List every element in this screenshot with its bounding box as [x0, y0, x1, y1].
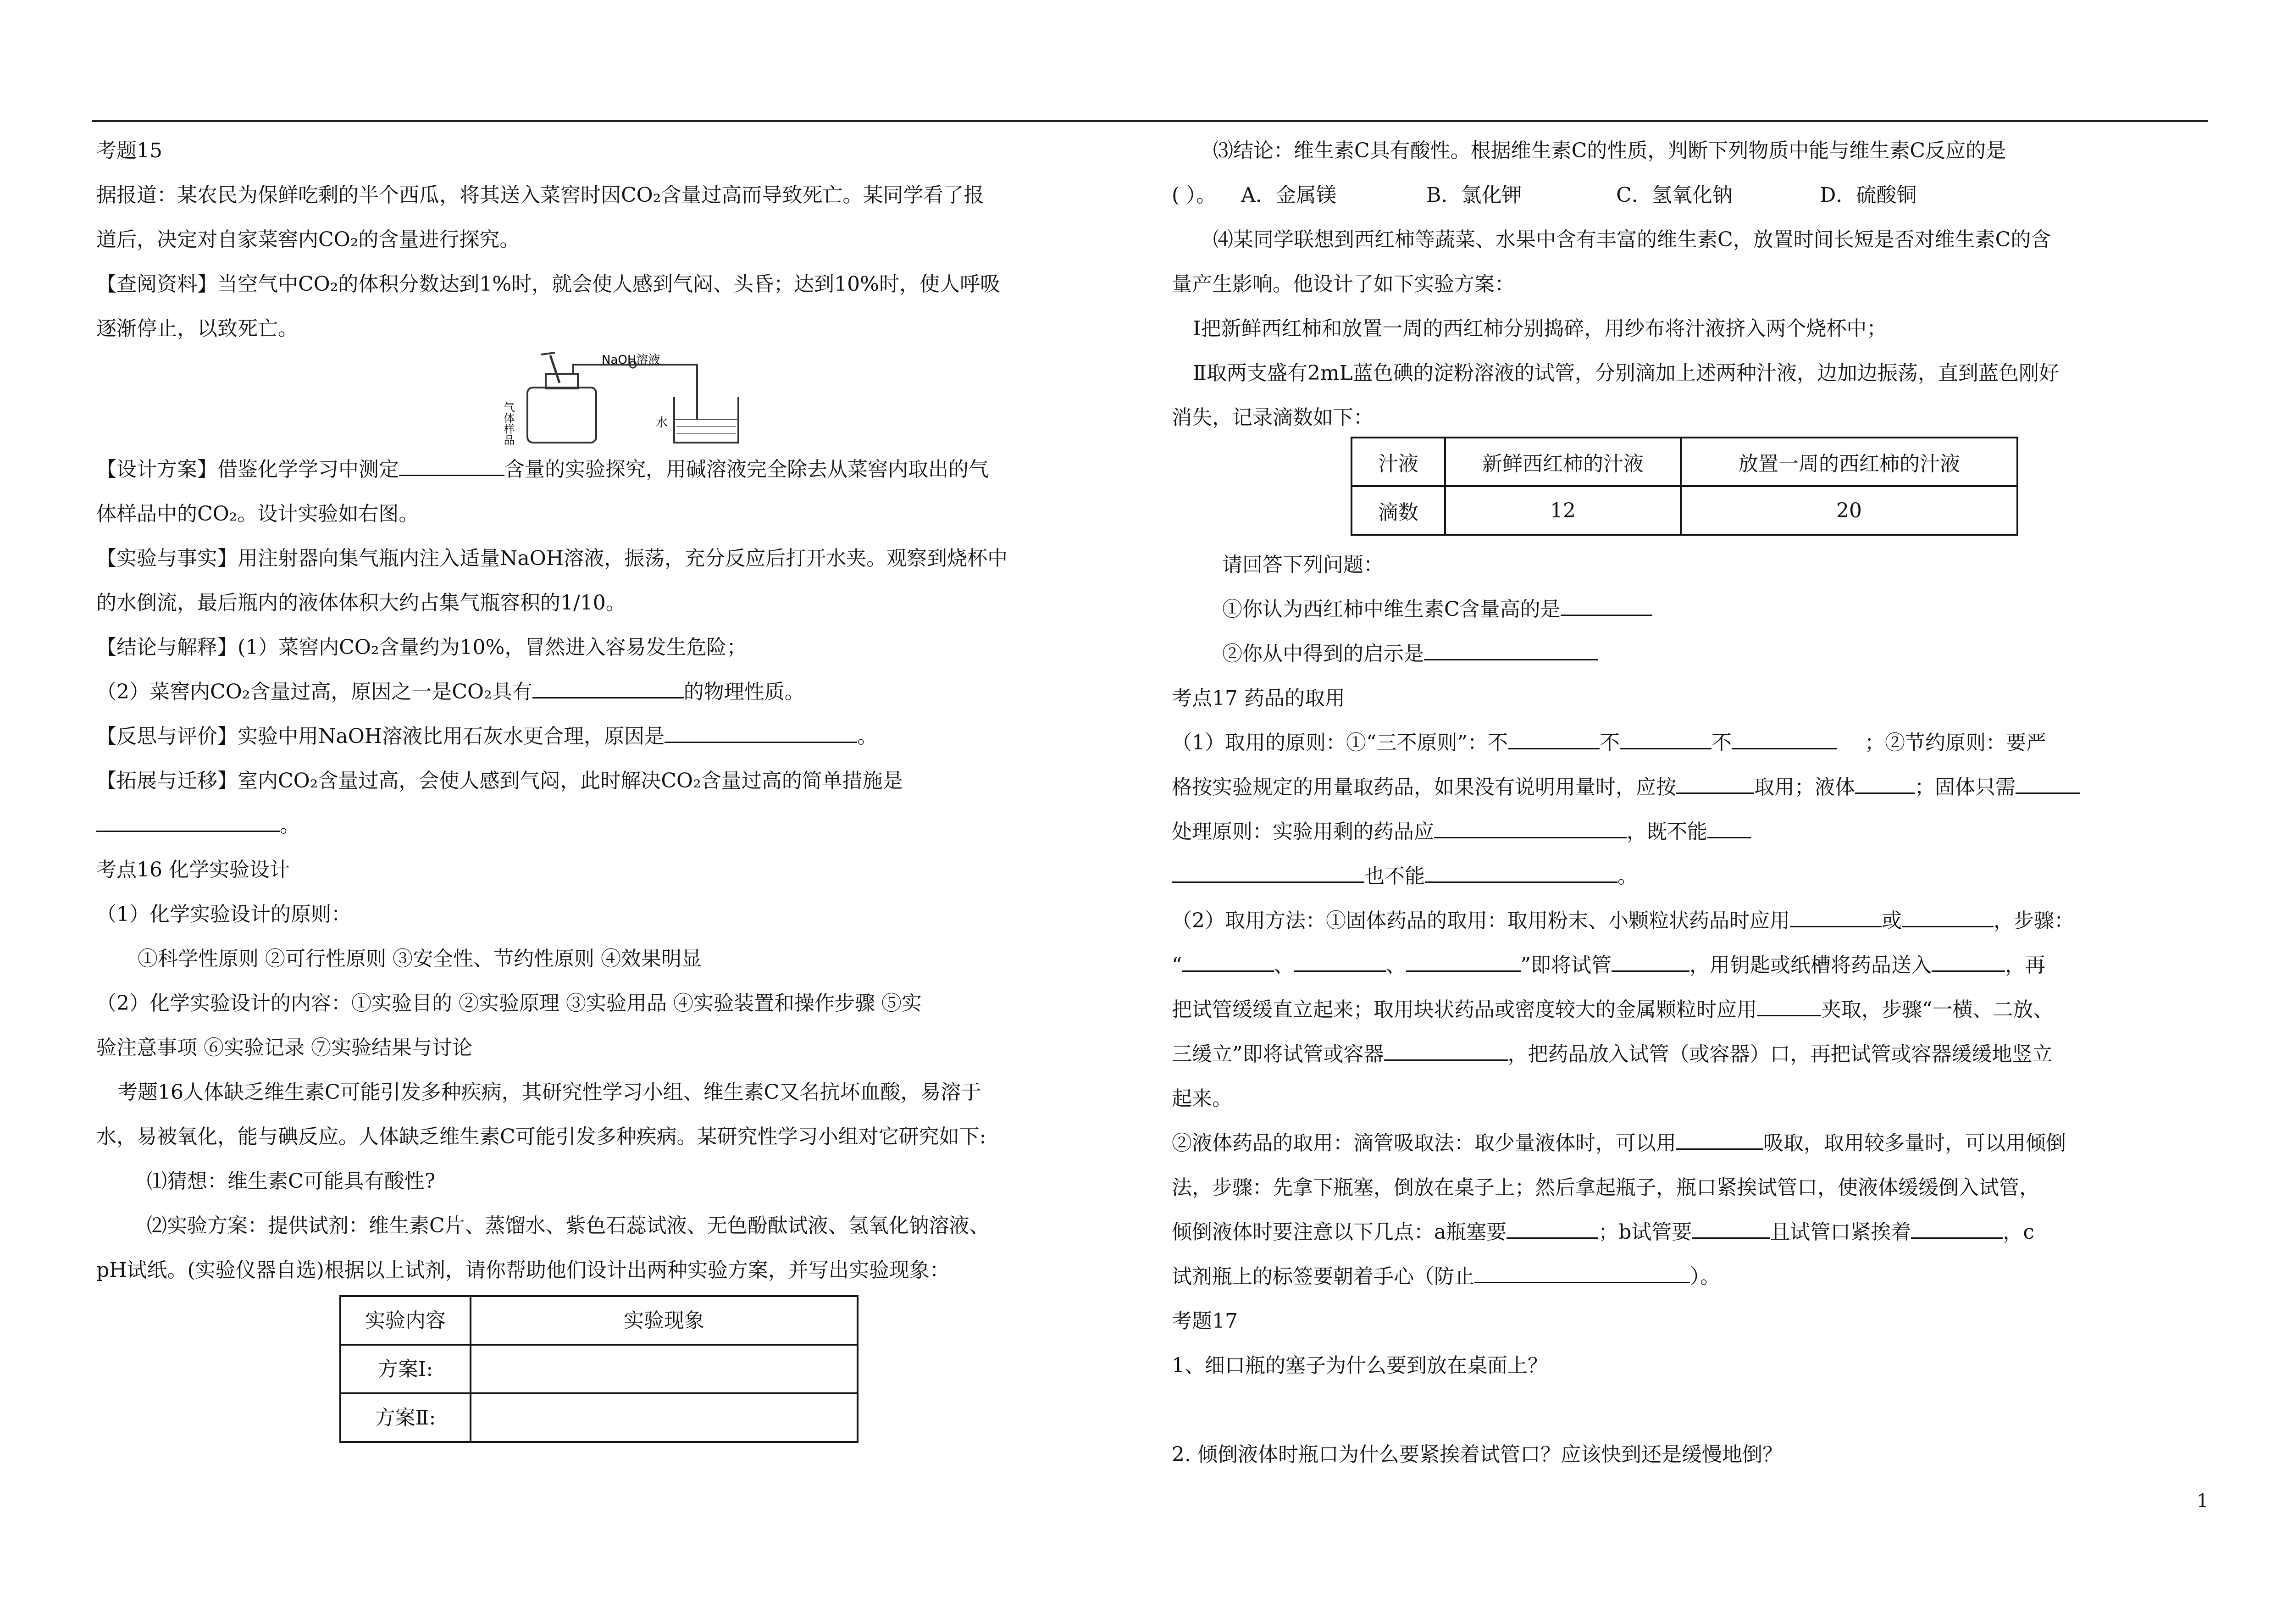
section-title-kd17: 考点17 药品的取用	[1172, 687, 1345, 710]
fill-blank[interactable]	[1855, 772, 1915, 794]
apparatus-diagram	[482, 351, 775, 447]
text-line: 法，步骤：先拿下瓶塞，倒放在桌子上；然后拿起瓶子，瓶口紧挨试管口，使液体缓缓倒入试管，	[1172, 1176, 2039, 1199]
text-line: （2）取用方法：①固体药品的取用：取用粉末、小颗粒状药品时应用 或 ，步骤：	[1172, 898, 2277, 943]
text-line: （2）菜窖内CO₂含量过高，原因之一是CO₂具有 的物理性质。	[96, 670, 1137, 714]
choice-b: B．氯化钾	[1426, 183, 1522, 207]
drop-count-table-full	[1351, 437, 2018, 536]
table-header: 实验现象	[471, 1296, 858, 1345]
table-header: 实验内容	[340, 1296, 471, 1345]
fill-blank[interactable]	[1294, 950, 1386, 972]
fill-blank[interactable]	[399, 454, 504, 476]
fill-blank[interactable]	[1612, 950, 1689, 972]
choice-c: C．氢氧化钠	[1616, 183, 1733, 207]
answer-cell[interactable]	[471, 1393, 858, 1442]
text-line: 体样品中的CO₂。设计实验如右图。	[96, 502, 419, 526]
text-line: 水，易被氧化，能与碘反应。人体缺乏维生素C可能引发多种疾病。某研究性学习小组对它研究如下:	[96, 1125, 986, 1148]
fill-blank[interactable]	[1424, 639, 1598, 660]
page-number: 1	[2197, 1491, 2209, 1512]
text-line: pH试纸。(实验仪器自选)根据以上试剂，请你帮助他们设计出两种实验方案，并写出实验现象：	[96, 1258, 950, 1282]
text-line: ①你认为西红柿中维生素C含量高的是	[1172, 587, 2277, 632]
choice-d: D．硫酸铜	[1820, 183, 1917, 207]
text-line: 格按实验规定的用量取药品，如果没有说明用量时，应按 取用；液体 ；固体只需	[1172, 765, 2277, 809]
answer-cell[interactable]	[471, 1345, 858, 1393]
fill-blank[interactable]	[1911, 1217, 2003, 1239]
fill-blank[interactable]	[1692, 1217, 1770, 1239]
fill-blank[interactable]	[1932, 950, 2005, 972]
fill-blank[interactable]	[1434, 817, 1627, 838]
choice-a: A．金属镁	[1241, 183, 1336, 207]
text-line: 量产生影响。他设计了如下实验方案：	[1172, 272, 1515, 296]
fill-blank[interactable]	[2016, 772, 2080, 794]
text-line: 消失，记录滴数如下：	[1172, 406, 1374, 429]
fill-blank[interactable]	[96, 810, 280, 832]
text-line: 验注意事项 ⑥实验记录 ⑦实验结果与讨论	[96, 1036, 472, 1059]
fill-blank[interactable]	[1676, 1128, 1763, 1150]
text-line: ②你从中得到的启示是	[1172, 632, 2277, 676]
fill-blank[interactable]	[1474, 1262, 1690, 1283]
question-2: 2. 倾倒液体时瓶口为什么要紧挨着试管口？应该快到还是缓慢地倒？	[1172, 1443, 1783, 1466]
connecting-tube	[573, 365, 697, 420]
text-line: “ 、 、 ”即将试管 ，用钥匙或纸槽将药品送入 ，再	[1172, 943, 2277, 987]
table-cell: 方案Ⅱ:	[340, 1393, 471, 1442]
text-line: 【拓展与迁移】室内CO₂含量过高，会使人感到气闷，此时解决CO₂含量过高的简单措施是	[96, 769, 903, 793]
text-line: （1）取用的原则：①“三不原则”：不 不 不 ；②节约原则：要严	[1172, 721, 2277, 765]
text-line: 【设计方案】借鉴化学学习中测定 含量的实验探究，用碱溶液完全除去从菜窖内取出的气	[96, 447, 1137, 492]
fill-blank[interactable]	[1384, 1039, 1508, 1061]
text-line: Ⅰ把新鲜西红柿和放置一周的西红柿分别捣碎，用纱布将汁液挤入两个烧杯中；	[1193, 317, 1887, 340]
right-column	[1172, 128, 2277, 1477]
text-line: 倾倒液体时要注意以下几点：a瓶塞要 ；b试管要 且试管口紧挨着 ，c	[1172, 1210, 2277, 1254]
text-line: 道后，决定对自家菜窖内CO₂的含量进行探究。	[96, 228, 520, 251]
text-line: ⑷某同学联想到西红柿等蔬菜、水果中含有丰富的维生素C，放置时间长短是否对维生素C的含	[1213, 228, 2051, 251]
text-line: 也不能 。	[1172, 854, 2277, 898]
fill-blank[interactable]	[1707, 817, 1751, 838]
fill-blank[interactable]	[1508, 728, 1600, 749]
fill-blank[interactable]	[1425, 861, 1617, 883]
text-line: 把试管缓缓直立起来；取用块状药品或密度较大的金属颗粒时应用 夹取，步骤“一横、二放、	[1172, 987, 2277, 1032]
gas-bottle	[527, 388, 596, 443]
fill-blank[interactable]	[1172, 861, 1364, 883]
text-line: ⑶结论：维生素C具有酸性。根据维生素C的性质，判断下列物质中能与维生素C反应的是	[1213, 139, 2006, 162]
text-line: ②液体药品的取用：滴管吸取法：取少量液体时，可以用 吸取，取用较多量时，可以用倾倒	[1172, 1121, 2277, 1165]
text-line: 逐渐停止，以致死亡。	[96, 317, 298, 340]
bottle-stopper	[546, 374, 578, 388]
table-cell: 滴数	[1351, 486, 1445, 535]
question-1: 1、细口瓶的塞子为什么要到放在桌面上？	[1172, 1354, 1548, 1377]
fill-blank[interactable]	[665, 721, 857, 743]
text-line: 据报道：某农民为保鲜吃剩的半个西瓜，将其送入菜窖时因CO₂含量过高而导致死亡。某同学看了报	[96, 183, 984, 207]
text-line: （1）化学实验设计的原则：	[96, 903, 351, 926]
label-gas-sample: 气体样品	[502, 401, 515, 445]
text-line: 处理原则：实验用剩的药品应 ，既不能	[1172, 809, 2277, 854]
fill-blank[interactable]	[1406, 950, 1521, 972]
text-line: 。	[96, 803, 1137, 848]
text-line: Ⅱ取两支盛有2mL蓝色碘的淀粉溶液的试管，分别滴加上述两种汁液，边加边振荡，直到蓝色刚好	[1193, 361, 2059, 385]
text-line: 【结论与解释】(1）菜窖内CO₂含量约为10%，冒然进入容易发生危险；	[96, 636, 747, 659]
left-column	[96, 128, 1137, 1446]
choice-line: ( ）。 A．金属镁 B．氯化钾 C．氢氧化钠 D．硫酸铜	[1172, 173, 2277, 217]
text-line: 试剂瓶上的标签要朝着手心（防止 ）。	[1172, 1254, 2277, 1299]
text-line: （2）化学实验设计的内容：①实验目的 ②实验原理 ③实验用品 ④实验装置和操作步骤 ⑤实	[96, 992, 922, 1015]
text-line: ①科学性原则 ②可行性原则 ③安全性、节约性原则 ④效果明显	[138, 947, 702, 970]
fill-blank[interactable]	[1507, 1217, 1598, 1239]
table-cell: 12	[1445, 486, 1681, 535]
apparatus-figure	[96, 351, 1137, 447]
topic15-title: 考题15	[96, 139, 162, 162]
table-header: 新鲜西红柿的汁液	[1445, 438, 1681, 486]
fill-blank[interactable]	[1902, 906, 1994, 927]
text-line: ⑵实验方案：提供试剂：维生素C片、蒸馏水、紫色石蕊试液、无色酚酞试液、氢氧化钠溶液、	[147, 1214, 990, 1237]
text-line: 起来。	[1172, 1087, 1232, 1110]
fill-blank[interactable]	[1182, 950, 1274, 972]
syringe	[550, 355, 559, 383]
fill-blank[interactable]	[1561, 594, 1652, 616]
section-title-kd16: 考点16 化学实验设计	[96, 858, 290, 881]
fill-blank[interactable]	[1620, 728, 1711, 749]
experiment-design-table	[339, 1295, 858, 1443]
table-header: 汁液	[1351, 438, 1445, 486]
topic17-title: 考题17	[1172, 1309, 1238, 1333]
label-water: 水	[656, 416, 668, 430]
text-line: 三缓立”即将试管或容器 ，把药品放入试管（或容器）口，再把试管或容器缓缓地竖立	[1172, 1032, 2277, 1076]
text-line: 请回答下列问题：	[1222, 553, 1384, 576]
text-line: 【查阅资料】当空气中CO₂的体积分数达到1%时，就会使人感到气闷、头昏；达到10%时，使人呼吸	[96, 272, 1000, 296]
fill-blank[interactable]	[1790, 906, 1882, 927]
text-line: 的水倒流，最后瓶内的液体体积大约占集气瓶容积的1/10。	[96, 591, 626, 615]
text-line: ⑴猜想：维生素C可能具有酸性?	[147, 1170, 436, 1193]
fill-blank[interactable]	[532, 677, 684, 698]
table-header: 放置一周的西红柿的汁液	[1681, 438, 2017, 486]
label-naoh: NaOH溶液	[602, 353, 660, 367]
text-line: 考题16人体缺乏维生素C可能引发多种疾病，其研究性学习小组、维生素C又名抗坏血酸，易溶于	[117, 1081, 981, 1104]
answer-space[interactable]	[1172, 1388, 2277, 1432]
fill-blank[interactable]	[1757, 995, 1821, 1016]
fill-blank[interactable]	[1676, 772, 1754, 794]
text-line: 【反思与评价】实验中用NaOH溶液比用石灰水更合理，原因是 。	[96, 714, 1137, 759]
table-cell: 20	[1681, 486, 2017, 535]
header-rule	[92, 120, 2208, 122]
text-line: 【实验与事实】用注射器向集气瓶内注入适量NaOH溶液，振荡，充分反应后打开水夹。观察到烧杯中	[96, 547, 1008, 570]
fill-blank[interactable]	[1732, 728, 1837, 749]
table-cell: 方案Ⅰ:	[340, 1345, 471, 1393]
